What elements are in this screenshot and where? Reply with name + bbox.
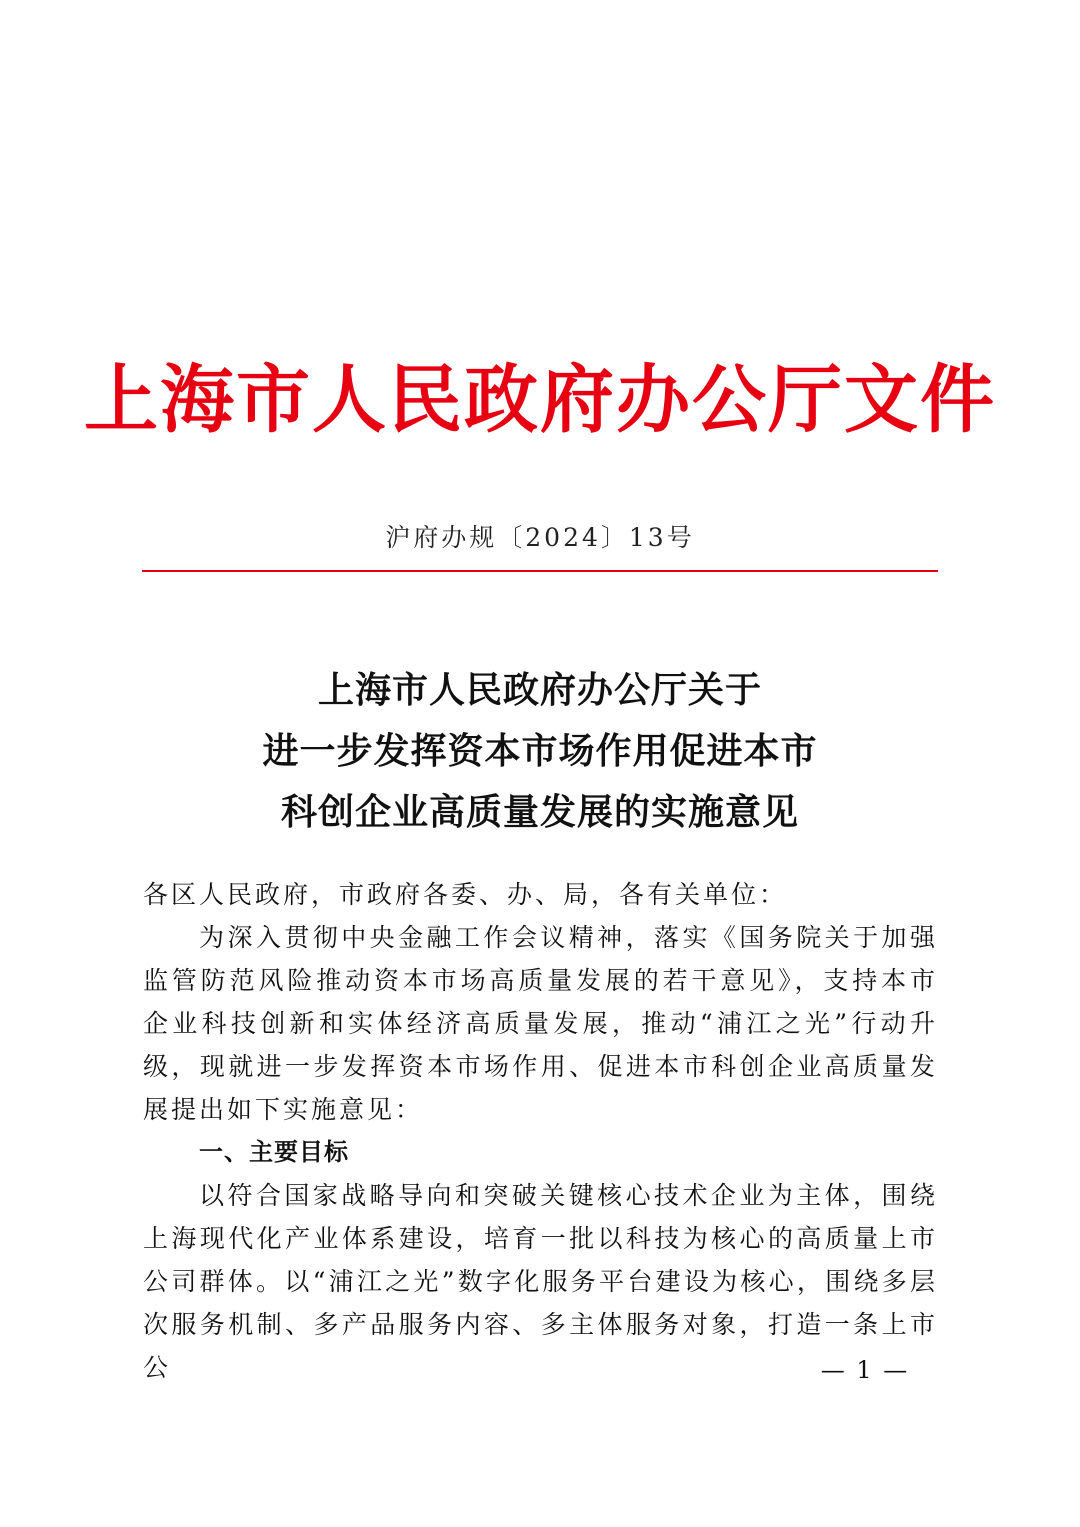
section-heading-main-goals: 一、主要目标 xyxy=(199,1138,349,1166)
addressee-line: 各区人民政府，市政府各委、办、局，各有关单位： xyxy=(143,880,788,909)
document-title-line-2: 进一步发挥资本市场作用促进本市 xyxy=(262,731,818,772)
red-separator-rule xyxy=(142,570,938,572)
document-title xyxy=(0,660,1080,843)
document-title-line-1: 上海市人民政府办公厅关于 xyxy=(317,670,762,711)
intro-paragraph: 为深入贯彻中央金融工作会议精神，落实《国务院关于加强监管防范风险推动资本市场高质量发展的若干意见》，支持本市企业科技创新和实体经济高质量发展，推动“浦江之光”行动升级，现就进一步发挥资本市场作用、促进本市科创企业高质量发展提出如下实施意见： xyxy=(143,923,938,1124)
page-number: — 1 — xyxy=(820,1356,910,1384)
document-title-line-3: 科创企业高质量发展的实施意见 xyxy=(280,792,799,833)
document-number: 沪府办规〔2024〕13号 xyxy=(385,523,695,552)
document-masthead: 上海市人民政府办公厅文件 xyxy=(84,357,996,443)
document-body xyxy=(143,873,938,1389)
main-goals-paragraph: 以符合国家战略导向和突破关键核心技术企业为主体，围绕上海现代化产业体系建设，培育一批以科技为核心的高质量上市公司群体。以“浦江之光”数字化服务平台建设为核心，围绕多层次服务机制、多产品服务内容、多主体服务对象，打造一条上市公 xyxy=(143,1181,938,1382)
